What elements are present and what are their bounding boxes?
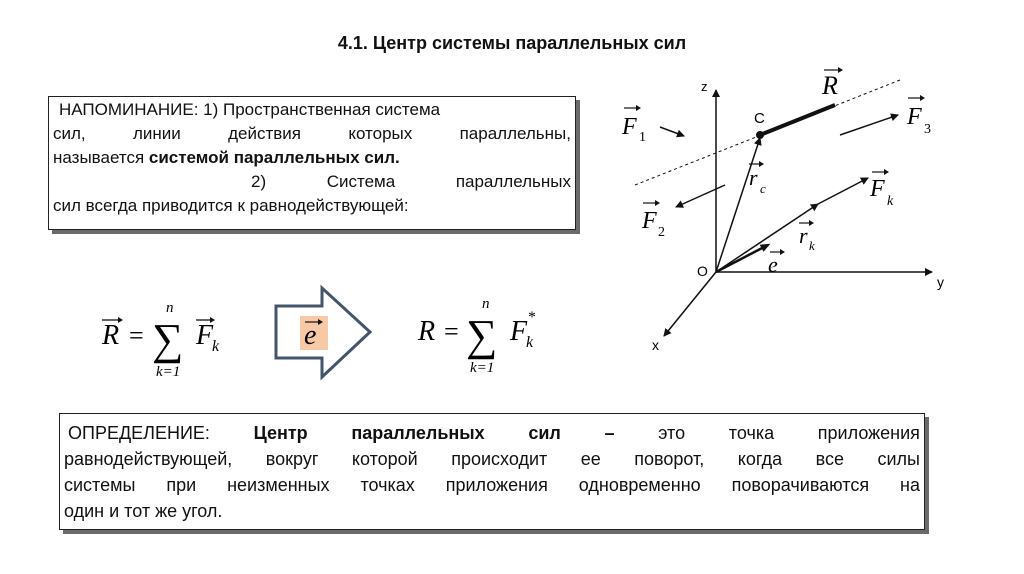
word: сил, (53, 124, 86, 143)
vector-Fk (818, 178, 868, 204)
word: одновременно (578, 475, 701, 495)
vector-F1 (660, 127, 684, 136)
label-z: z (701, 79, 708, 94)
label-y: y (937, 274, 944, 290)
word: – (604, 423, 615, 443)
formula-eq: = (129, 321, 144, 350)
word: происходит (451, 449, 548, 469)
word: действия (228, 124, 301, 143)
definition-text: один и тот же угол. (64, 501, 223, 521)
reminder-box (48, 96, 576, 230)
reminder-text: сил всегда приводится к равнодействующей: (53, 196, 409, 215)
word: которой (351, 449, 418, 469)
label-F2: F (642, 208, 657, 234)
label-e: e (768, 252, 778, 277)
point-c (756, 131, 764, 139)
label-c: C (754, 110, 765, 127)
formula-lower: k=1 (156, 364, 181, 380)
word: параллельных (351, 423, 485, 443)
reminder-bold-term: системой параллельных сил. (148, 148, 400, 167)
word: при (166, 475, 197, 495)
label-R: R (822, 71, 838, 100)
word: равнодействующей, (64, 449, 233, 469)
label-Fk: F (870, 176, 885, 202)
label-F3-sub: 3 (924, 122, 931, 137)
word: системы (64, 475, 136, 495)
word: сил (528, 423, 561, 443)
page-title: 4.1. Центр системы параллельных сил (337, 33, 687, 53)
word: параллельны, (459, 124, 571, 143)
word: на (900, 475, 920, 495)
word: поворот, (634, 449, 705, 469)
formula-sup: * (528, 309, 536, 326)
reminder-text: называется (53, 148, 149, 167)
label-rc: r (749, 165, 758, 190)
formula-sub: k (526, 334, 534, 351)
word: когда (737, 449, 783, 469)
word: ОПРЕДЕЛЕНИЕ: (68, 423, 210, 443)
vector-F3 (840, 115, 898, 135)
word: Система (326, 172, 396, 191)
word: параллельных (455, 172, 571, 191)
definition-box (59, 413, 925, 530)
sum-symbol: ∑ (466, 311, 498, 360)
label-x: x (652, 337, 659, 353)
label-rc-sub: c (760, 181, 766, 196)
formula-sub: k (212, 338, 220, 355)
formula-lhs: R (102, 320, 120, 351)
word: силы (877, 449, 920, 469)
word: все (815, 449, 844, 469)
reminder-line-2 (53, 122, 571, 146)
label-F2-sub: 2 (658, 225, 665, 240)
label-rk: r (799, 223, 808, 248)
formula-lhs: R (418, 316, 436, 347)
word: неизменных (227, 475, 330, 495)
word: поворачиваются (731, 475, 870, 495)
axis-x (664, 272, 716, 336)
formula-upper: n (166, 300, 174, 316)
vector-R (760, 105, 835, 135)
reminder-line-1 (53, 98, 571, 122)
reminder-line-4 (53, 170, 571, 194)
reminder-line-5 (53, 194, 571, 218)
reminder-line-3 (53, 146, 571, 170)
vector-F2 (676, 185, 725, 207)
word: приложения (817, 423, 920, 443)
word: Центр (253, 423, 308, 443)
word: линии (132, 124, 181, 143)
force-diagram (600, 60, 1024, 360)
formula-left (96, 296, 236, 386)
formula-right (412, 292, 552, 382)
definition-line-3 (64, 472, 920, 498)
word: ее (580, 449, 601, 469)
label-F3: F (907, 104, 922, 130)
definition-line-1 (64, 420, 920, 446)
reminder-text: НАПОМИНАНИЕ: 1) Пространственная система (59, 100, 441, 119)
label-origin: O (697, 263, 708, 279)
formula-eq: = (444, 317, 459, 346)
word: приложения (445, 475, 548, 495)
label-rk-sub: k (809, 238, 815, 253)
formula-term: F (196, 320, 214, 351)
word: это (658, 423, 686, 443)
word: точка (728, 423, 775, 443)
unit-vector-e: e (304, 320, 317, 351)
formula-lower: k=1 (470, 360, 495, 376)
word: 2) (251, 172, 267, 191)
definition-line-4 (64, 498, 920, 524)
label-F1-sub: 1 (639, 130, 646, 145)
implies-arrow (270, 284, 380, 384)
formula-term: F (510, 316, 528, 347)
word: точках (360, 475, 415, 495)
word: вокруг (265, 449, 319, 469)
label-F1: F (622, 114, 637, 140)
label-Fk-sub: k (887, 194, 894, 209)
formula-upper: n (482, 296, 490, 312)
sum-symbol: ∑ (152, 315, 184, 364)
word: которых (348, 124, 413, 143)
definition-line-2 (64, 446, 920, 472)
